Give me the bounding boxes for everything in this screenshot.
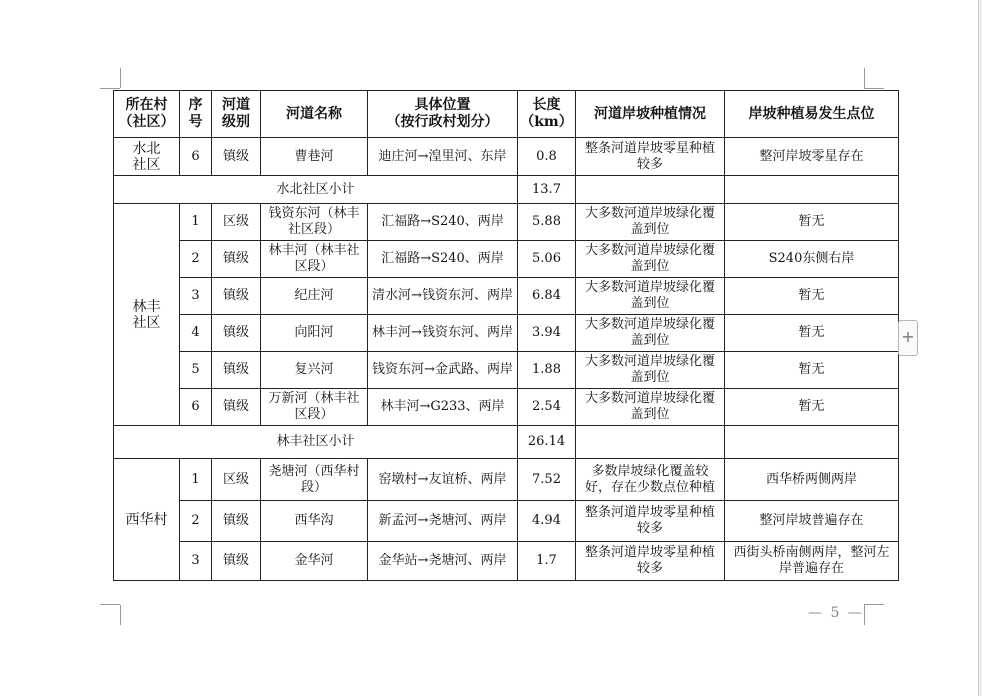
row-points: 西华桥两侧两岸 [725, 459, 899, 501]
crop-mark-bottom-left-v [120, 605, 121, 625]
river-planting-table [113, 90, 899, 581]
row-planting: 大多数河道岸坡绿化覆盖到位 [576, 278, 725, 315]
subtotal-row [114, 176, 899, 204]
header-planting: 河道岸坡种植情况 [576, 91, 725, 138]
row-river: 西华沟 [261, 501, 368, 542]
table-row [114, 459, 899, 501]
row-number: 3 [180, 278, 212, 315]
subtotal-label: 水北社区小计 [114, 176, 518, 204]
table-row [114, 389, 899, 426]
subtotal-empty [576, 176, 725, 204]
row-river: 纪庄河 [261, 278, 368, 315]
row-level: 镇级 [212, 352, 261, 389]
row-number: 3 [180, 542, 212, 581]
row-planting: 大多数河道岸坡绿化覆盖到位 [576, 204, 725, 241]
row-planting: 整条河道岸坡零星种植较多 [576, 542, 725, 581]
row-river: 尧塘河（西华村段） [261, 459, 368, 501]
row-points: 暂无 [725, 278, 899, 315]
table-row [114, 138, 899, 176]
row-length: 7.52 [518, 459, 576, 501]
header-length: 长度 （km） [518, 91, 576, 138]
row-points: 整河岸坡普遍存在 [725, 501, 899, 542]
row-points: 暂无 [725, 204, 899, 241]
row-planting: 整条河道岸坡零星种植较多 [576, 138, 725, 176]
row-length: 0.8 [518, 138, 576, 176]
table-row [114, 315, 899, 352]
subtotal-value: 26.14 [518, 426, 576, 459]
row-river: 林丰河（林丰社区段） [261, 241, 368, 278]
header-level: 河道 级别 [212, 91, 261, 138]
row-number: 2 [180, 241, 212, 278]
row-level: 镇级 [212, 389, 261, 426]
row-river: 万新河（林丰社区段） [261, 389, 368, 426]
row-location: 林丰河→G233、两岸 [368, 389, 518, 426]
row-length: 2.54 [518, 389, 576, 426]
row-location: 新孟河→尧塘河、两岸 [368, 501, 518, 542]
crop-mark-top-left-v [120, 68, 121, 88]
row-planting: 整条河道岸坡零星种植较多 [576, 501, 725, 542]
row-points: 暂无 [725, 389, 899, 426]
row-planting: 大多数河道岸坡绿化覆盖到位 [576, 389, 725, 426]
row-number: 6 [180, 389, 212, 426]
header-points: 岸坡种植易发生点位 [725, 91, 899, 138]
row-length: 6.84 [518, 278, 576, 315]
row-length: 3.94 [518, 315, 576, 352]
table-row [114, 278, 899, 315]
row-location: 钱资东河→金武路、两岸 [368, 352, 518, 389]
row-level: 镇级 [212, 241, 261, 278]
row-number: 1 [180, 204, 212, 241]
row-level: 镇级 [212, 542, 261, 581]
row-level: 镇级 [212, 278, 261, 315]
row-river: 钱资东河（林丰社区段） [261, 204, 368, 241]
header-location: 具体位置 （按行政村划分） [368, 91, 518, 138]
header-river-name: 河道名称 [261, 91, 368, 138]
table-header-row [114, 91, 899, 138]
header-number: 序 号 [180, 91, 212, 138]
row-number: 2 [180, 501, 212, 542]
subtotal-empty [725, 426, 899, 459]
row-planting: 多数岸坡绿化覆盖较好，存在少数点位种植 [576, 459, 725, 501]
crop-mark-top-left [100, 88, 120, 89]
row-location: 林丰河→钱资东河、两岸 [368, 315, 518, 352]
row-location: 汇福路→S240、两岸 [368, 204, 518, 241]
row-river: 金华河 [261, 542, 368, 581]
row-number: 5 [180, 352, 212, 389]
row-location: 金华站→尧塘河、两岸 [368, 542, 518, 581]
crop-mark-bottom-right-v [864, 605, 865, 625]
subtotal-value: 13.7 [518, 176, 576, 204]
village-cell: 西华村 [114, 459, 180, 581]
crop-mark-top-right-v [864, 68, 865, 88]
add-button[interactable]: + [898, 320, 918, 356]
subtotal-label: 林丰社区小计 [114, 426, 518, 459]
page-number: — 5 — [808, 605, 864, 621]
crop-mark-bottom-right [864, 604, 884, 605]
row-location: 窑墩村→友谊桥、两岸 [368, 459, 518, 501]
row-points: 西街头桥南侧两岸，整河左岸普遍存在 [725, 542, 899, 581]
row-level: 区级 [212, 204, 261, 241]
village-cell: 林丰社区 [114, 204, 180, 426]
crop-mark-top-right [864, 88, 884, 89]
row-location: 清水河→钱资东河、两岸 [368, 278, 518, 315]
row-length: 5.06 [518, 241, 576, 278]
crop-mark-bottom-left [100, 604, 120, 605]
village-cell: 水北社区 [114, 138, 180, 176]
table-row [114, 352, 899, 389]
row-length: 1.7 [518, 542, 576, 581]
row-location: 汇福路→S240、两岸 [368, 241, 518, 278]
row-points: 整河岸坡零星存在 [725, 138, 899, 176]
row-length: 1.88 [518, 352, 576, 389]
row-planting: 大多数河道岸坡绿化覆盖到位 [576, 352, 725, 389]
row-river: 曹巷河 [261, 138, 368, 176]
row-planting: 大多数河道岸坡绿化覆盖到位 [576, 315, 725, 352]
row-number: 4 [180, 315, 212, 352]
table-row [114, 501, 899, 542]
row-planting: 大多数河道岸坡绿化覆盖到位 [576, 241, 725, 278]
row-number: 1 [180, 459, 212, 501]
row-number: 6 [180, 138, 212, 176]
table-row [114, 204, 899, 241]
row-river: 复兴河 [261, 352, 368, 389]
row-length: 5.88 [518, 204, 576, 241]
subtotal-empty [725, 176, 899, 204]
row-level: 区级 [212, 459, 261, 501]
row-points: 暂无 [725, 352, 899, 389]
row-level: 镇级 [212, 501, 261, 542]
subtotal-row [114, 426, 899, 459]
row-location: 迪庄河→湟里河、东岸 [368, 138, 518, 176]
table-row [114, 241, 899, 278]
row-level: 镇级 [212, 138, 261, 176]
header-village: 所在村 （社区） [114, 91, 180, 138]
subtotal-empty [576, 426, 725, 459]
row-level: 镇级 [212, 315, 261, 352]
row-river: 向阳河 [261, 315, 368, 352]
row-points: S240东侧右岸 [725, 241, 899, 278]
table-row [114, 542, 899, 581]
row-length: 4.94 [518, 501, 576, 542]
row-points: 暂无 [725, 315, 899, 352]
